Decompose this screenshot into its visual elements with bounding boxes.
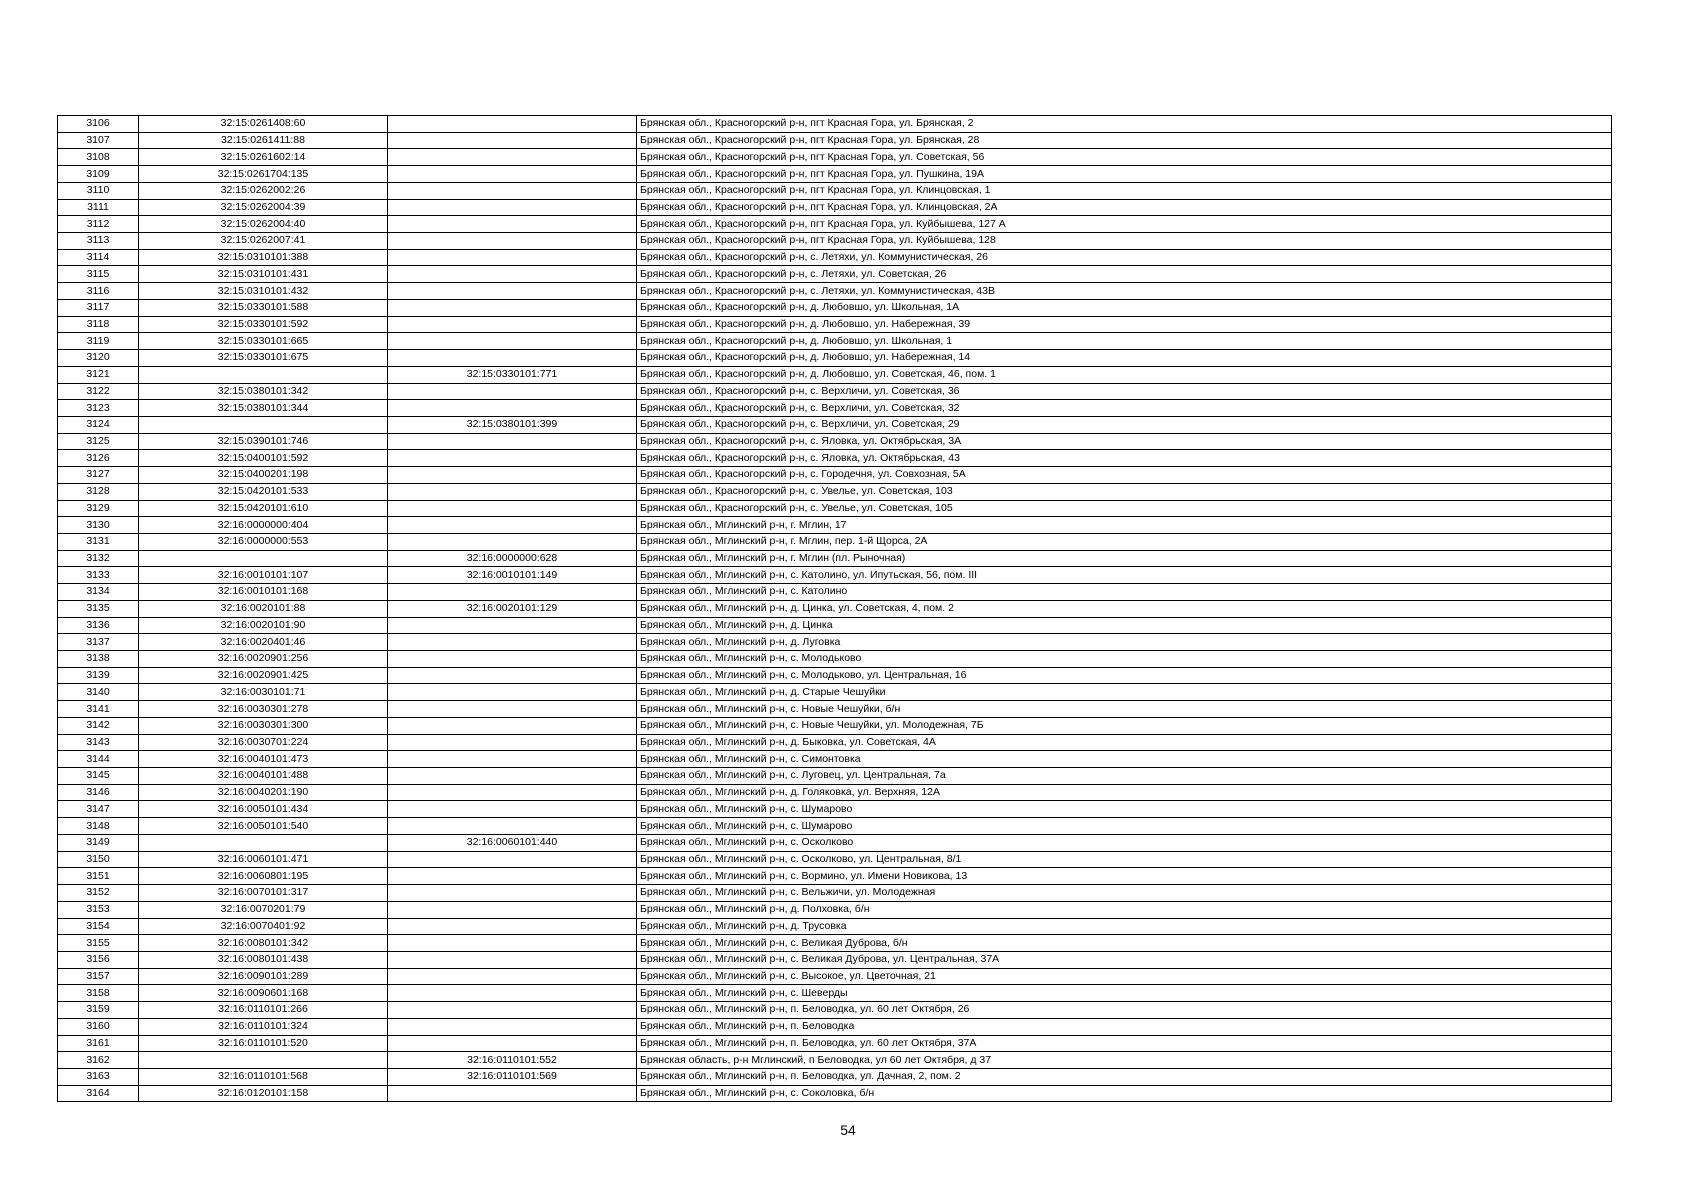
address-cell: Брянская обл., Красногорский р-н, д. Любовшо, ул. Набережная, 39 [637, 316, 1612, 333]
cadastral-number-cell: 32:16:0030101:71 [139, 684, 388, 701]
address-cell: Брянская обл., Мглинский р-н, с. Шумарово [637, 801, 1612, 818]
premises-cadastral-number-cell [388, 684, 637, 701]
premises-cadastral-number-cell [388, 1002, 637, 1019]
row-number-cell: 3130 [58, 517, 139, 534]
table-row [58, 701, 1612, 718]
premises-cadastral-number-cell [388, 1018, 637, 1035]
cadastral-number-cell: 32:15:0400101:592 [139, 450, 388, 467]
premises-cadastral-number-cell [388, 901, 637, 918]
cadastral-number-cell: 32:16:0020901:425 [139, 667, 388, 684]
row-number-cell: 3115 [58, 266, 139, 283]
row-number-cell: 3145 [58, 768, 139, 785]
address-cell: Брянская обл., Мглинский р-н, с. Молодьково, ул. Центральная, 16 [637, 667, 1612, 684]
address-cell: Брянская обл., Мглинский р-н, д. Полховка, б/н [637, 901, 1612, 918]
cadastral-number-cell: 32:16:0040101:488 [139, 768, 388, 785]
address-cell: Брянская обл., Мглинский р-н, д. Трусовка [637, 918, 1612, 935]
row-number-cell: 3147 [58, 801, 139, 818]
row-number-cell: 3162 [58, 1052, 139, 1069]
table-row [58, 868, 1612, 885]
table-row [58, 717, 1612, 734]
address-cell: Брянская обл., Мглинский р-н, с. Осколково [637, 834, 1612, 851]
premises-cadastral-number-cell [388, 149, 637, 166]
address-cell: Брянская обл., Красногорский р-н, д. Любовшо, ул. Школьная, 1А [637, 299, 1612, 316]
address-cell: Брянская обл., Красногорский р-н, с. Увелье, ул. Советская, 103 [637, 483, 1612, 500]
row-number-cell: 3149 [58, 834, 139, 851]
row-number-cell: 3117 [58, 299, 139, 316]
row-number-cell: 3140 [58, 684, 139, 701]
cadastral-number-cell: 32:15:0261704:135 [139, 166, 388, 183]
address-cell: Брянская обл., Мглинский р-н, д. Луговка [637, 634, 1612, 651]
row-number-cell: 3152 [58, 885, 139, 902]
address-cell: Брянская обл., Мглинский р-н, с. Симонтовка [637, 751, 1612, 768]
premises-cadastral-number-cell [388, 299, 637, 316]
premises-cadastral-number-cell [388, 467, 637, 484]
address-cell: Брянская обл., Красногорский р-н, с. Верхличи, ул. Советская, 29 [637, 416, 1612, 433]
premises-cadastral-number-cell [388, 132, 637, 149]
premises-cadastral-number-cell [388, 885, 637, 902]
cadastral-number-cell: 32:15:0380101:344 [139, 400, 388, 417]
table-row [58, 1052, 1612, 1069]
row-number-cell: 3111 [58, 199, 139, 216]
cadastral-number-cell [139, 366, 388, 383]
row-number-cell: 3134 [58, 584, 139, 601]
address-cell: Брянская обл., Красногорский р-н, пгт Красная Гора, ул. Пушкина, 19А [637, 166, 1612, 183]
premises-cadastral-number-cell [388, 182, 637, 199]
table-row [58, 667, 1612, 684]
premises-cadastral-number-cell: 32:16:0110101:569 [388, 1068, 637, 1085]
address-cell: Брянская обл., Красногорский р-н, с. Верхличи, ул. Советская, 32 [637, 400, 1612, 417]
table-row [58, 634, 1612, 651]
table-row [58, 901, 1612, 918]
row-number-cell: 3153 [58, 901, 139, 918]
table-row [58, 166, 1612, 183]
registry-table-body [58, 116, 1612, 1102]
cadastral-number-cell: 32:16:0060801:195 [139, 868, 388, 885]
address-cell: Брянская обл., Красногорский р-н, пгт Красная Гора, ул. Клинцовская, 2А [637, 199, 1612, 216]
premises-cadastral-number-cell [388, 116, 637, 133]
table-row [58, 851, 1612, 868]
row-number-cell: 3136 [58, 617, 139, 634]
address-cell: Брянская обл., Красногорский р-н, д. Любовшо, ул. Набережная, 14 [637, 350, 1612, 367]
registry-table [57, 115, 1612, 1102]
cadastral-number-cell: 32:16:0010101:107 [139, 567, 388, 584]
address-cell: Брянская обл., Красногорский р-н, д. Любовшо, ул. Советская, 46, пом. 1 [637, 366, 1612, 383]
table-row [58, 1085, 1612, 1102]
cadastral-number-cell: 32:16:0040201:190 [139, 784, 388, 801]
premises-cadastral-number-cell [388, 968, 637, 985]
row-number-cell: 3133 [58, 567, 139, 584]
row-number-cell: 3109 [58, 166, 139, 183]
address-cell: Брянская обл., Красногорский р-н, д. Любовшо, ул. Школьная, 1 [637, 333, 1612, 350]
row-number-cell: 3137 [58, 634, 139, 651]
table-row [58, 885, 1612, 902]
table-row [58, 951, 1612, 968]
premises-cadastral-number-cell [388, 584, 637, 601]
cadastral-number-cell: 32:16:0110101:324 [139, 1018, 388, 1035]
row-number-cell: 3139 [58, 667, 139, 684]
premises-cadastral-number-cell [388, 784, 637, 801]
cadastral-number-cell: 32:15:0310101:431 [139, 266, 388, 283]
row-number-cell: 3131 [58, 533, 139, 550]
address-cell: Брянская обл., Мглинский р-н, г. Мглин, 17 [637, 517, 1612, 534]
premises-cadastral-number-cell [388, 651, 637, 668]
cadastral-number-cell: 32:15:0330101:588 [139, 299, 388, 316]
cadastral-number-cell: 32:15:0261411:88 [139, 132, 388, 149]
address-cell: Брянская обл., Мглинский р-н, с. Молодьково [637, 651, 1612, 668]
table-row [58, 149, 1612, 166]
cadastral-number-cell: 32:16:0120101:158 [139, 1085, 388, 1102]
cadastral-number-cell: 32:16:0070201:79 [139, 901, 388, 918]
table-row [58, 935, 1612, 952]
cadastral-number-cell: 32:16:0080101:342 [139, 935, 388, 952]
row-number-cell: 3116 [58, 283, 139, 300]
premises-cadastral-number-cell [388, 935, 637, 952]
cadastral-number-cell: 32:16:0090601:168 [139, 985, 388, 1002]
address-cell: Брянская обл., Красногорский р-н, с. Летяхи, ул. Коммунистическая, 26 [637, 249, 1612, 266]
address-cell: Брянская обл., Красногорский р-н, с. Верхличи, ул. Советская, 36 [637, 383, 1612, 400]
row-number-cell: 3124 [58, 416, 139, 433]
premises-cadastral-number-cell [388, 1035, 637, 1052]
premises-cadastral-number-cell [388, 918, 637, 935]
row-number-cell: 3143 [58, 734, 139, 751]
row-number-cell: 3119 [58, 333, 139, 350]
table-row [58, 734, 1612, 751]
premises-cadastral-number-cell [388, 233, 637, 250]
premises-cadastral-number-cell [388, 951, 637, 968]
premises-cadastral-number-cell [388, 450, 637, 467]
address-cell: Брянская обл., Красногорский р-н, с. Яловка, ул. Октябрьская, 43 [637, 450, 1612, 467]
cadastral-number-cell: 32:16:0020101:90 [139, 617, 388, 634]
premises-cadastral-number-cell [388, 801, 637, 818]
premises-cadastral-number-cell: 32:15:0330101:771 [388, 366, 637, 383]
table-row [58, 400, 1612, 417]
table-row [58, 985, 1612, 1002]
row-number-cell: 3161 [58, 1035, 139, 1052]
row-number-cell: 3125 [58, 433, 139, 450]
table-row [58, 199, 1612, 216]
address-cell: Брянская обл., Мглинский р-н, с. Великая Дуброва, ул. Центральная, 37А [637, 951, 1612, 968]
table-row [58, 500, 1612, 517]
cadastral-number-cell [139, 1052, 388, 1069]
cadastral-number-cell: 32:16:0110101:568 [139, 1068, 388, 1085]
table-row [58, 1018, 1612, 1035]
premises-cadastral-number-cell [388, 734, 637, 751]
row-number-cell: 3127 [58, 467, 139, 484]
address-cell: Брянская обл., Мглинский р-н, с. Католино, ул. Ипутьская, 56, пом. III [637, 567, 1612, 584]
cadastral-number-cell: 32:16:0030701:224 [139, 734, 388, 751]
table-row [58, 182, 1612, 199]
premises-cadastral-number-cell [388, 667, 637, 684]
cadastral-number-cell: 32:16:0080101:438 [139, 951, 388, 968]
cadastral-number-cell: 32:15:0262004:39 [139, 199, 388, 216]
cadastral-number-cell: 32:16:0070101:317 [139, 885, 388, 902]
cadastral-number-cell: 32:16:0010101:168 [139, 584, 388, 601]
address-cell: Брянская обл., Мглинский р-н, с. Соколовка, б/н [637, 1085, 1612, 1102]
row-number-cell: 3126 [58, 450, 139, 467]
row-number-cell: 3110 [58, 182, 139, 199]
address-cell: Брянская обл., Красногорский р-н, пгт Красная Гора, ул. Советская, 56 [637, 149, 1612, 166]
premises-cadastral-number-cell [388, 266, 637, 283]
table-row [58, 1035, 1612, 1052]
table-row [58, 918, 1612, 935]
row-number-cell: 3151 [58, 868, 139, 885]
row-number-cell: 3156 [58, 951, 139, 968]
table-row [58, 584, 1612, 601]
premises-cadastral-number-cell [388, 333, 637, 350]
table-row [58, 1002, 1612, 1019]
row-number-cell: 3129 [58, 500, 139, 517]
row-number-cell: 3118 [58, 316, 139, 333]
address-cell: Брянская обл., Красногорский р-н, с. Летяхи, ул. Коммунистическая, 43В [637, 283, 1612, 300]
premises-cadastral-number-cell [388, 634, 637, 651]
row-number-cell: 3120 [58, 350, 139, 367]
premises-cadastral-number-cell [388, 166, 637, 183]
cadastral-number-cell: 32:16:0030301:278 [139, 701, 388, 718]
premises-cadastral-number-cell [388, 517, 637, 534]
table-row [58, 784, 1612, 801]
cadastral-number-cell: 32:15:0262007:41 [139, 233, 388, 250]
premises-cadastral-number-cell [388, 533, 637, 550]
cadastral-number-cell: 32:16:0000000:553 [139, 533, 388, 550]
table-row [58, 968, 1612, 985]
row-number-cell: 3128 [58, 483, 139, 500]
row-number-cell: 3135 [58, 600, 139, 617]
cadastral-number-cell: 32:15:0400201:198 [139, 467, 388, 484]
row-number-cell: 3150 [58, 851, 139, 868]
premises-cadastral-number-cell [388, 283, 637, 300]
premises-cadastral-number-cell [388, 868, 637, 885]
premises-cadastral-number-cell [388, 768, 637, 785]
cadastral-number-cell: 32:15:0262002:26 [139, 182, 388, 199]
cadastral-number-cell: 32:16:0040101:473 [139, 751, 388, 768]
table-row [58, 651, 1612, 668]
address-cell: Брянская обл., Мглинский р-н, д. Быковка, ул. Советская, 4А [637, 734, 1612, 751]
row-number-cell: 3108 [58, 149, 139, 166]
row-number-cell: 3122 [58, 383, 139, 400]
address-cell: Брянская обл., Мглинский р-н, с. Великая Дуброва, б/н [637, 935, 1612, 952]
cadastral-number-cell [139, 416, 388, 433]
premises-cadastral-number-cell [388, 1085, 637, 1102]
premises-cadastral-number-cell: 32:16:0110101:552 [388, 1052, 637, 1069]
row-number-cell: 3160 [58, 1018, 139, 1035]
table-row [58, 233, 1612, 250]
address-cell: Брянская обл., Мглинский р-н, с. Новые Чешуйки, б/н [637, 701, 1612, 718]
address-cell: Брянская обл., Красногорский р-н, с. Увелье, ул. Советская, 105 [637, 500, 1612, 517]
row-number-cell: 3121 [58, 366, 139, 383]
address-cell: Брянская обл., Мглинский р-н, с. Осколково, ул. Центральная, 8/1 [637, 851, 1612, 868]
address-cell: Брянская обл., Мглинский р-н, д. Цинка [637, 617, 1612, 634]
premises-cadastral-number-cell [388, 216, 637, 233]
cadastral-number-cell [139, 550, 388, 567]
address-cell: Брянская обл., Красногорский р-н, пгт Красная Гора, ул. Куйбышева, 128 [637, 233, 1612, 250]
address-cell: Брянская обл., Мглинский р-н, с. Новые Чешуйки, ул. Молодежная, 7Б [637, 717, 1612, 734]
cadastral-number-cell: 32:16:0020901:256 [139, 651, 388, 668]
table-row [58, 467, 1612, 484]
table-row [58, 283, 1612, 300]
premises-cadastral-number-cell [388, 751, 637, 768]
row-number-cell: 3159 [58, 1002, 139, 1019]
address-cell: Брянская обл., Мглинский р-н, с. Вельжичи, ул. Молодежная [637, 885, 1612, 902]
table-row [58, 483, 1612, 500]
premises-cadastral-number-cell: 32:16:0060101:440 [388, 834, 637, 851]
premises-cadastral-number-cell [388, 199, 637, 216]
table-row [58, 617, 1612, 634]
cadastral-number-cell: 32:16:0110101:266 [139, 1002, 388, 1019]
cadastral-number-cell: 32:16:0110101:520 [139, 1035, 388, 1052]
address-cell: Брянская обл., Красногорский р-н, с. Яловка, ул. Октябрьская, 3А [637, 433, 1612, 450]
table-row [58, 333, 1612, 350]
row-number-cell: 3158 [58, 985, 139, 1002]
cadastral-number-cell: 32:16:0090101:289 [139, 968, 388, 985]
table-row [58, 249, 1612, 266]
cadastral-number-cell: 32:15:0261602:14 [139, 149, 388, 166]
row-number-cell: 3157 [58, 968, 139, 985]
row-number-cell: 3107 [58, 132, 139, 149]
premises-cadastral-number-cell [388, 316, 637, 333]
premises-cadastral-number-cell [388, 483, 637, 500]
row-number-cell: 3106 [58, 116, 139, 133]
page-number: 54 [840, 1122, 856, 1138]
table-row [58, 450, 1612, 467]
cadastral-number-cell: 32:16:0050101:434 [139, 801, 388, 818]
cadastral-number-cell: 32:16:0020401:46 [139, 634, 388, 651]
cadastral-number-cell: 32:15:0310101:432 [139, 283, 388, 300]
address-cell: Брянская обл., Красногорский р-н, с. Летяхи, ул. Советская, 26 [637, 266, 1612, 283]
premises-cadastral-number-cell [388, 350, 637, 367]
table-row [58, 299, 1612, 316]
address-cell: Брянская обл., Мглинский р-н, с. Шумарово [637, 818, 1612, 835]
cadastral-number-cell: 32:16:0030301:300 [139, 717, 388, 734]
address-cell: Брянская обл., Мглинский р-н, с. Вормино, ул. Имени Новикова, 13 [637, 868, 1612, 885]
table-row [58, 132, 1612, 149]
address-cell: Брянская обл., Мглинский р-н, п. Беловодка, ул. 60 лет Октября, 26 [637, 1002, 1612, 1019]
table-row [58, 801, 1612, 818]
table-row [58, 366, 1612, 383]
address-cell: Брянская обл., Мглинский р-н, д. Цинка, ул. Советская, 4, пом. 2 [637, 600, 1612, 617]
cadastral-number-cell: 32:15:0380101:342 [139, 383, 388, 400]
cadastral-number-cell: 32:15:0330101:592 [139, 316, 388, 333]
row-number-cell: 3164 [58, 1085, 139, 1102]
cadastral-number-cell: 32:15:0261408:60 [139, 116, 388, 133]
table-row [58, 517, 1612, 534]
premises-cadastral-number-cell [388, 617, 637, 634]
cadastral-number-cell: 32:16:0050101:540 [139, 818, 388, 835]
address-cell: Брянская обл., Мглинский р-н, с. Луговец, ул. Центральная, 7а [637, 768, 1612, 785]
row-number-cell: 3113 [58, 233, 139, 250]
address-cell: Брянская область, р-н Мглинский, п Беловодка, ул 60 лет Октября, д 37 [637, 1052, 1612, 1069]
cadastral-number-cell: 32:15:0420101:533 [139, 483, 388, 500]
premises-cadastral-number-cell: 32:15:0380101:399 [388, 416, 637, 433]
row-number-cell: 3154 [58, 918, 139, 935]
table-row [58, 350, 1612, 367]
row-number-cell: 3114 [58, 249, 139, 266]
cadastral-number-cell: 32:16:0020101:88 [139, 600, 388, 617]
premises-cadastral-number-cell [388, 400, 637, 417]
cadastral-number-cell: 32:15:0262004:40 [139, 216, 388, 233]
address-cell: Брянская обл., Красногорский р-н, с. Городечня, ул. Совхозная, 5А [637, 467, 1612, 484]
address-cell: Брянская обл., Мглинский р-н, д. Голяковка, ул. Верхняя, 12А [637, 784, 1612, 801]
table-row [58, 316, 1612, 333]
address-cell: Брянская обл., Мглинский р-н, г. Мглин (пл. Рыночная) [637, 550, 1612, 567]
premises-cadastral-number-cell: 32:16:0010101:149 [388, 567, 637, 584]
table-row [58, 818, 1612, 835]
cadastral-number-cell: 32:15:0310101:388 [139, 249, 388, 266]
cadastral-number-cell: 32:15:0420101:610 [139, 500, 388, 517]
premises-cadastral-number-cell [388, 717, 637, 734]
address-cell: Брянская обл., Мглинский р-н, с. Католино [637, 584, 1612, 601]
table-row [58, 383, 1612, 400]
table-row [58, 567, 1612, 584]
table-row [58, 834, 1612, 851]
cadastral-number-cell: 32:16:0000000:404 [139, 517, 388, 534]
premises-cadastral-number-cell [388, 500, 637, 517]
address-cell: Брянская обл., Мглинский р-н, д. Старые Чешуйки [637, 684, 1612, 701]
premises-cadastral-number-cell [388, 383, 637, 400]
row-number-cell: 3112 [58, 216, 139, 233]
row-number-cell: 3138 [58, 651, 139, 668]
address-cell: Брянская обл., Красногорский р-н, пгт Красная Гора, ул. Брянская, 28 [637, 132, 1612, 149]
cadastral-number-cell [139, 834, 388, 851]
table-row [58, 1068, 1612, 1085]
row-number-cell: 3132 [58, 550, 139, 567]
table-row [58, 266, 1612, 283]
address-cell: Брянская обл., Красногорский р-н, пгт Красная Гора, ул. Куйбышева, 127 А [637, 216, 1612, 233]
row-number-cell: 3148 [58, 818, 139, 835]
table-row [58, 768, 1612, 785]
cadastral-number-cell: 32:15:0330101:675 [139, 350, 388, 367]
address-cell: Брянская обл., Мглинский р-н, с. Шеверды [637, 985, 1612, 1002]
row-number-cell: 3144 [58, 751, 139, 768]
address-cell: Брянская обл., Красногорский р-н, пгт Красная Гора, ул. Брянская, 2 [637, 116, 1612, 133]
row-number-cell: 3141 [58, 701, 139, 718]
cadastral-number-cell: 32:15:0330101:665 [139, 333, 388, 350]
cadastral-number-cell: 32:16:0060101:471 [139, 851, 388, 868]
table-row [58, 416, 1612, 433]
address-cell: Брянская обл., Красногорский р-н, пгт Красная Гора, ул. Клинцовская, 1 [637, 182, 1612, 199]
table-row [58, 550, 1612, 567]
premises-cadastral-number-cell [388, 851, 637, 868]
row-number-cell: 3146 [58, 784, 139, 801]
premises-cadastral-number-cell [388, 433, 637, 450]
table-row [58, 216, 1612, 233]
premises-cadastral-number-cell [388, 701, 637, 718]
address-cell: Брянская обл., Мглинский р-н, г. Мглин, пер. 1-й Щорса, 2А [637, 533, 1612, 550]
table-row [58, 433, 1612, 450]
row-number-cell: 3155 [58, 935, 139, 952]
premises-cadastral-number-cell [388, 985, 637, 1002]
premises-cadastral-number-cell: 32:16:0020101:129 [388, 600, 637, 617]
table-row [58, 684, 1612, 701]
address-cell: Брянская обл., Мглинский р-н, п. Беловодка [637, 1018, 1612, 1035]
address-cell: Брянская обл., Мглинский р-н, п. Беловодка, ул. 60 лет Октября, 37А [637, 1035, 1612, 1052]
cadastral-number-cell: 32:16:0070401:92 [139, 918, 388, 935]
row-number-cell: 3163 [58, 1068, 139, 1085]
row-number-cell: 3142 [58, 717, 139, 734]
table-row [58, 751, 1612, 768]
table-row [58, 116, 1612, 133]
table-row [58, 533, 1612, 550]
row-number-cell: 3123 [58, 400, 139, 417]
premises-cadastral-number-cell [388, 249, 637, 266]
table-row [58, 600, 1612, 617]
premises-cadastral-number-cell: 32:16:0000000:628 [388, 550, 637, 567]
premises-cadastral-number-cell [388, 818, 637, 835]
address-cell: Брянская обл., Мглинский р-н, с. Высокое, ул. Цветочная, 21 [637, 968, 1612, 985]
address-cell: Брянская обл., Мглинский р-н, п. Беловодка, ул. Дачная, 2, пом. 2 [637, 1068, 1612, 1085]
cadastral-number-cell: 32:15:0390101:746 [139, 433, 388, 450]
